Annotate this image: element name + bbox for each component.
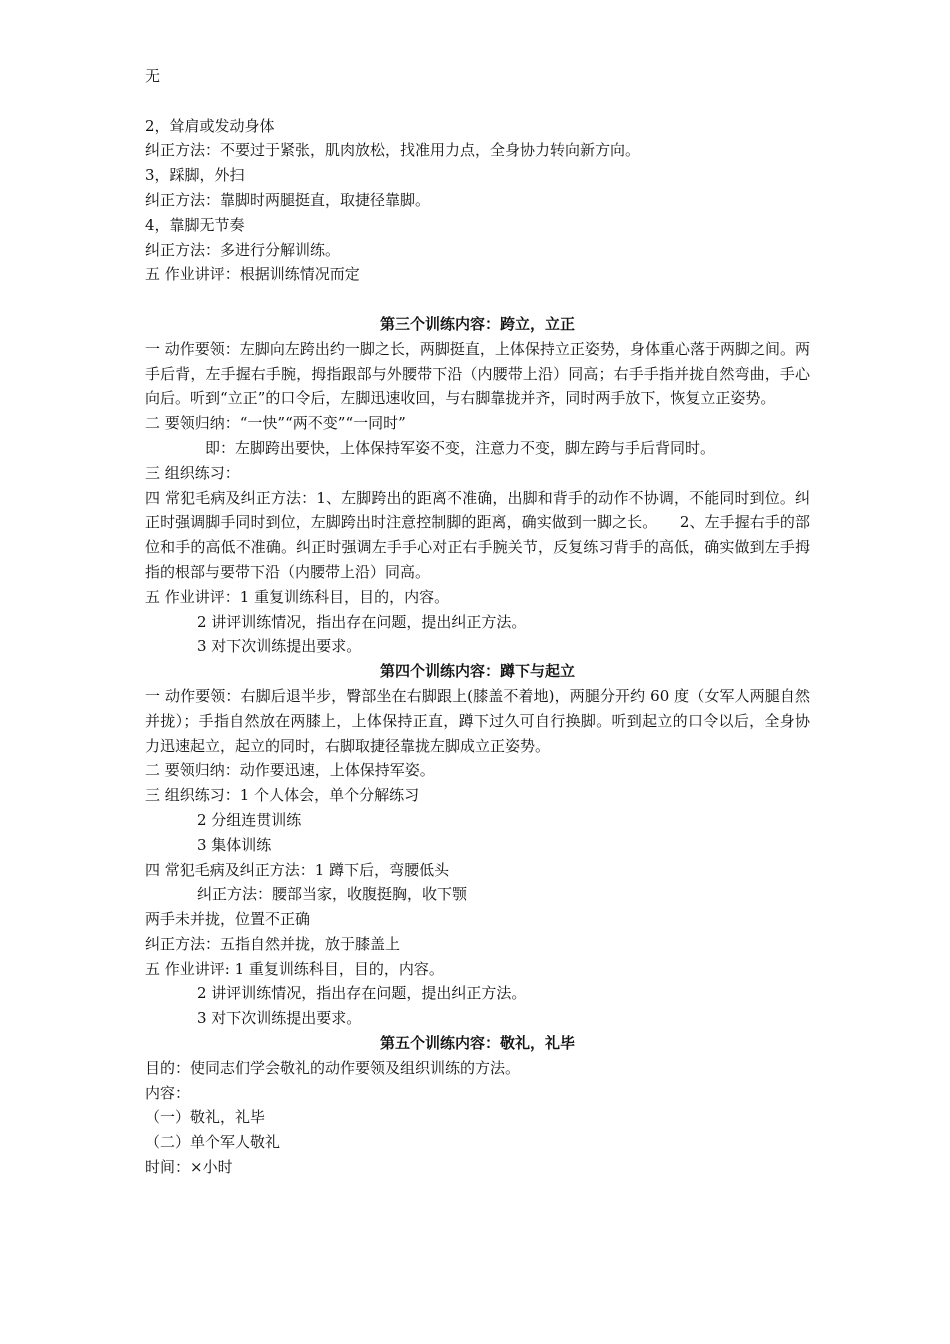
paragraph: 一 动作要领：左脚向左跨出约一脚之长，两脚挺直，上体保持立正姿势，身体重心落于两脚之间。两手后背，左手握右手腕，拇指跟部与外腰带下沿（内腰带上沿）同高；右手手指并拢自然弯曲，手心向后。听到“立正”的口令后，左脚迅速收回，与右脚靠拢并齐，同时两手放下，恢复立正姿势。 <box>145 339 810 408</box>
paragraph: 3 对下次训练提出要求。 <box>197 1009 362 1028</box>
paragraph: 五 作业讲评：1 重复训练科目，目的，内容。 <box>145 587 450 606</box>
text-line: 4，靠脚无节奏 <box>145 215 245 234</box>
text-line: 2，耸肩或发动身体 <box>145 116 275 135</box>
paragraph: 2 讲评训练情况，指出存在问题，提出纠正方法。 <box>197 612 527 631</box>
paragraph: 三 组织练习：1 个人体会，单个分解练习 <box>145 786 420 805</box>
text-line: 3，踩脚，外扫 <box>145 166 245 185</box>
section-4-heading: 第四个训练内容：蹲下与起立 <box>379 662 575 681</box>
text-line: 纠正方法：不要过于紧张，肌肉放松，找准用力点，全身协力转向新方向。 <box>145 141 641 160</box>
paragraph: 四 常犯毛病及纠正方法：1 蹲下后，弯腰低头 <box>145 860 450 879</box>
text-line: 五 作业讲评：根据训练情况而定 <box>145 265 360 284</box>
paragraph: 二 要领归纳：动作要迅速，上体保持军姿。 <box>145 761 435 780</box>
paragraph: 3 集体训练 <box>197 835 272 854</box>
section-3-heading: 第三个训练内容：跨立，立正 <box>379 314 575 333</box>
paragraph: 2 分组连贯训练 <box>197 810 302 829</box>
paragraph: （一）敬礼，礼毕 <box>145 1108 266 1127</box>
paragraph: 一 动作要领：右脚后退半步，臀部坐在右脚跟上(膝盖不着地)，两腿分开约 60 度（女军人两腿自然并拢）；手指自然放在两膝上，上体保持正直，蹲下过久可自行换脚。听到起立的口令以后，全身协力迅速起立，起立的同时，右脚取捷径靠拢左脚成立正姿势。 <box>145 686 810 755</box>
paragraph: 五 作业讲评: 1 重复训练科目，目的，内容。 <box>145 959 444 978</box>
blank-line <box>145 89 810 114</box>
section-5-heading: 第五个训练内容：敬礼，礼毕 <box>379 1034 575 1053</box>
paragraph: 四 常犯毛病及纠正方法：1、左脚跨出的距离不准确，出脚和背手的动作不协调，不能同时到位。纠正时强调脚手同时到位，左脚跨出时注意控制脚的距离，确实做到一脚之长。 2、左手握右手的部位和手的高低不准确。纠正时强调左手手心对正右手腕关节，反复练习背手的高低，确实做到左手拇指的根部与要带下沿（内腰带上沿）同高。 <box>145 488 810 581</box>
paragraph: 二 要领归纳：“一快”“两不变”“一同时” <box>145 414 406 433</box>
paragraph: 2 讲评训练情况，指出存在问题，提出纠正方法。 <box>197 984 527 1003</box>
text-line: 纠正方法：多进行分解训练。 <box>145 240 341 259</box>
paragraph: 时间：×小时 <box>145 1158 233 1177</box>
paragraph: 3 对下次训练提出要求。 <box>197 637 362 656</box>
paragraph: （二）单个军人敬礼 <box>145 1133 281 1152</box>
blank-line <box>145 287 810 312</box>
paragraph: 三 组织练习： <box>145 463 240 482</box>
paragraph: 纠正方法：腰部当家，收腹挺胸，收下颚 <box>197 885 468 904</box>
paragraph: 即：左脚跨出要快，上体保持军姿不变，注意力不变，脚左跨与手后背同时。 <box>205 438 716 457</box>
paragraph: 目的：使同志们学会敬礼的动作要领及组织训练的方法。 <box>145 1058 521 1077</box>
text-line: 纠正方法：靠脚时两腿挺直，取捷径靠脚。 <box>145 190 431 209</box>
paragraph: 纠正方法：五指自然并拢，放于膝盖上 <box>145 934 401 953</box>
paragraph: 两手未并拢，位置不正确 <box>145 910 311 929</box>
document-page <box>145 64 810 1180</box>
text-line: 无 <box>145 67 161 85</box>
paragraph: 内容： <box>145 1083 191 1102</box>
